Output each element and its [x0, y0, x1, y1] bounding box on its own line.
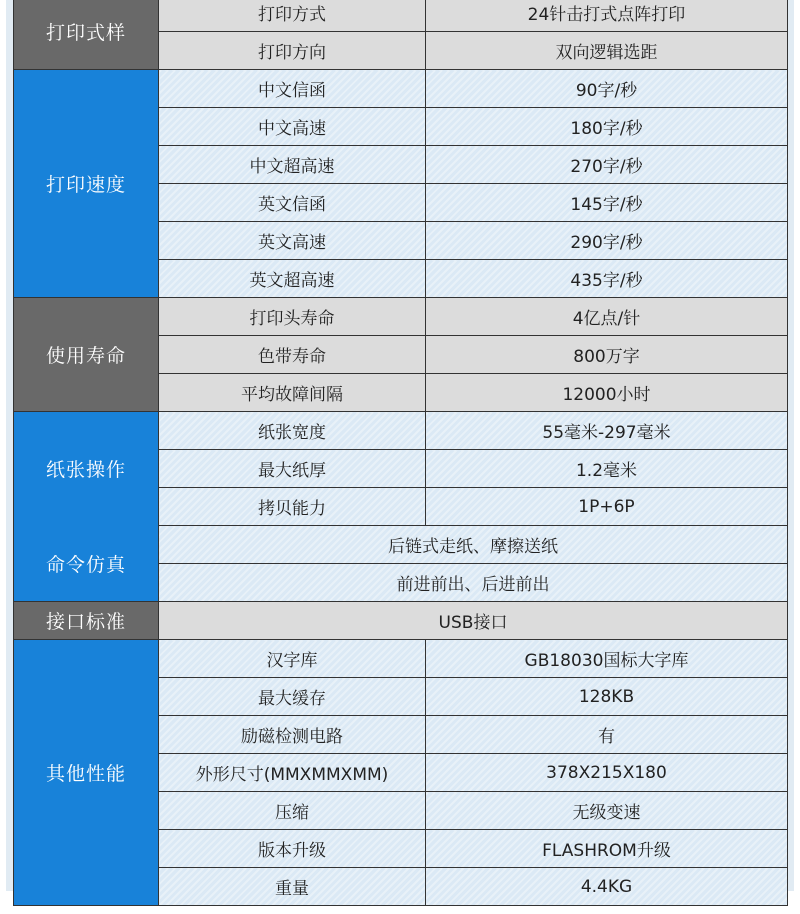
spec-value: 128KB — [426, 678, 788, 716]
spec-label: 外形尺寸(MMXMMXMM) — [159, 754, 426, 792]
category-cell: 命令仿真 — [14, 526, 159, 602]
spec-label: 版本升级 — [159, 830, 426, 868]
spec-label: 压缩 — [159, 792, 426, 830]
spec-label: 最大缓存 — [159, 678, 426, 716]
spec-label: 平均故障间隔 — [159, 374, 426, 412]
spec-label: 拷贝能力 — [159, 488, 426, 526]
spec-value: 1.2毫米 — [426, 450, 788, 488]
spec-value: 55毫米-297毫米 — [426, 412, 788, 450]
spec-value: 290字/秒 — [426, 222, 788, 260]
spec-label: 中文高速 — [159, 108, 426, 146]
table-row — [14, 602, 788, 640]
table-row — [14, 412, 788, 450]
table-row — [14, 70, 788, 108]
spec-value: GB18030国标大字库 — [426, 640, 788, 678]
spec-label: 汉字库 — [159, 640, 426, 678]
spec-label: 色带寿命 — [159, 336, 426, 374]
category-cell: 使用寿命 — [14, 298, 159, 412]
spec-label: 重量 — [159, 868, 426, 906]
spec-value: 145字/秒 — [426, 184, 788, 222]
spec-value: 378X215X180 — [426, 754, 788, 792]
spec-value: 前进前出、后进前出 — [159, 564, 788, 602]
spec-label: 打印头寿命 — [159, 298, 426, 336]
spec-value: 270字/秒 — [426, 146, 788, 184]
spec-label: 打印方式 — [159, 0, 426, 32]
spec-value: 24针击打式点阵打印 — [426, 0, 788, 32]
spec-value: 435字/秒 — [426, 260, 788, 298]
spec-table — [13, 0, 788, 906]
category-cell: 接口标准 — [14, 602, 159, 640]
spec-value: 90字/秒 — [426, 70, 788, 108]
spec-value: 1P+6P — [426, 488, 788, 526]
spec-value: 双向逻辑选距 — [426, 32, 788, 70]
spec-label: 打印方向 — [159, 32, 426, 70]
spec-value: FLASHROM升级 — [426, 830, 788, 868]
category-cell: 纸张操作 — [14, 412, 159, 526]
category-cell: 其他性能 — [14, 640, 159, 906]
spec-value: 12000小时 — [426, 374, 788, 412]
spec-value: 4亿点/针 — [426, 298, 788, 336]
spec-value: 后链式走纸、摩擦送纸 — [159, 526, 788, 564]
category-cell: 打印速度 — [14, 70, 159, 298]
spec-label: 纸张宽度 — [159, 412, 426, 450]
spec-value: USB接口 — [159, 602, 788, 640]
spec-label: 中文超高速 — [159, 146, 426, 184]
spec-label: 英文高速 — [159, 222, 426, 260]
spec-label: 中文信函 — [159, 70, 426, 108]
table-row — [14, 298, 788, 336]
spec-value: 180字/秒 — [426, 108, 788, 146]
spec-value: 有 — [426, 716, 788, 754]
spec-label: 英文超高速 — [159, 260, 426, 298]
spec-label: 英文信函 — [159, 184, 426, 222]
table-row — [14, 640, 788, 678]
spec-value: 4.4KG — [426, 868, 788, 906]
spec-label: 励磁检测电路 — [159, 716, 426, 754]
category-cell: 打印式样 — [14, 0, 159, 70]
table-row — [14, 526, 788, 564]
spec-value: 无级变速 — [426, 792, 788, 830]
spec-value: 800万字 — [426, 336, 788, 374]
table-row — [14, 0, 788, 32]
spec-label: 最大纸厚 — [159, 450, 426, 488]
